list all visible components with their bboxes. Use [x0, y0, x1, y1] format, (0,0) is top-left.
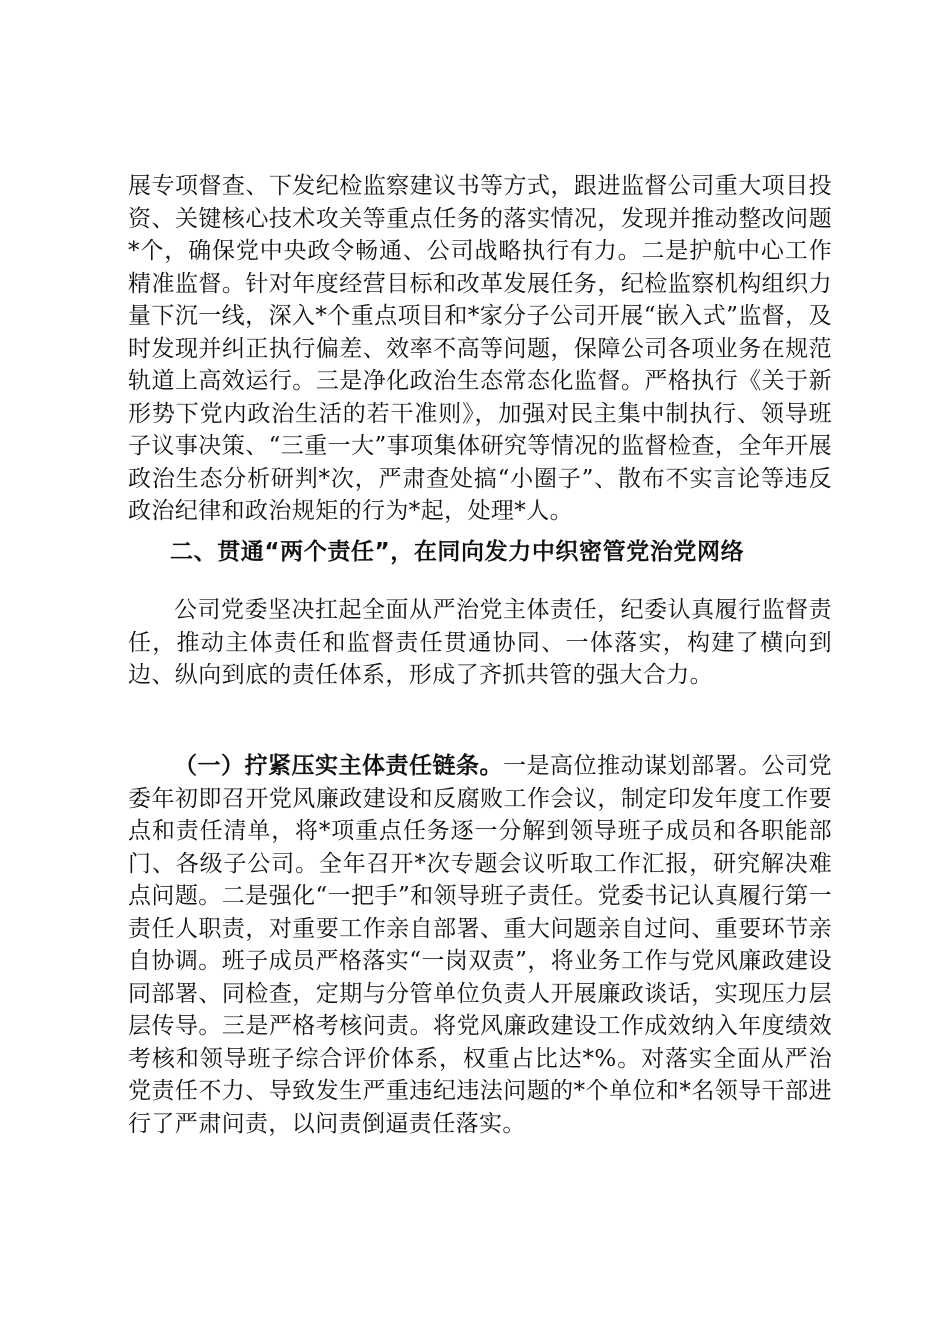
- subsection-lead-heading: （一）拧紧压实主体责任链条。: [174, 753, 504, 779]
- body-paragraph-1: 展专项督查、下发纪检监察建议书等方式，跟进监督公司重大项目投资、关键核心技术攻关等重点任务的落实情况，发现并推动整改问题*个，确保党中央政令畅通、公司战略执行有力。二是护航中心工作精准监督。针对年度经营目标和改革发展任务，纪检监察机构组织力量下沉一线，深入*个重点项目和*家分子公司开展“嵌入式”监督，及时发现并纠正执行偏差、效率不高等问题，保障公司各项业务在规范轨道上高效运行。三是净化政治生态常态化监督。严格执行《关于新形势下党内政治生活的若干准则》，加强对民主集中制执行、领导班子议事决策、“三重一大”事项集体研究等情况的监督检查，全年开展政治生态分析研判*次，严肃查处搞“小圈子”、散布不实言论等违反政治纪律和政治规矩的行为*起，处理*人。: [128, 173, 832, 524]
- body-paragraph-3-text: 一是高位推动谋划部署。公司党委年初即召开党风廉政建设和反腐败工作会议，制定印发年度工作要点和责任清单，将*项重点任务逐一分解到领导班子成员和各职能部门、各级子公司。全年召开*次专题会议听取工作汇报，研究解决难点问题。二是强化“一把手”和领导班子责任。党委书记认真履行第一责任人职责，对重要工作亲自部署、重大问题亲自过问、重要环节亲自协调。班子成员严格落实“一岗双责”，将业务工作与党风廉政建设同部署、同检查，定期与分管单位负责人开展廉政谈话，实现压力层层传导。三是严格考核问责。将党风廉政建设工作成效纳入年度绩效考核和领导班子综合评价体系，权重占比达*%。对落实全面从严治党责任不力、导致发生严重违纪违法问题的*个单位和*名领导干部进行了严肃问责，以问责倒逼责任落实。: [128, 753, 832, 1137]
- body-paragraph-3: [128, 750, 832, 1140]
- section-heading: 二、贯通“两个责任”，在同向发力中织密管党治党网络: [170, 539, 745, 565]
- body-paragraph-2: 公司党委坚决扛起全面从严治党主体责任，纪委认真履行监督责任，推动主体责任和监督责任贯通协同、一体落实，构建了横向到边、纵向到底的责任体系，形成了齐抓共管的强大合力。: [128, 597, 832, 688]
